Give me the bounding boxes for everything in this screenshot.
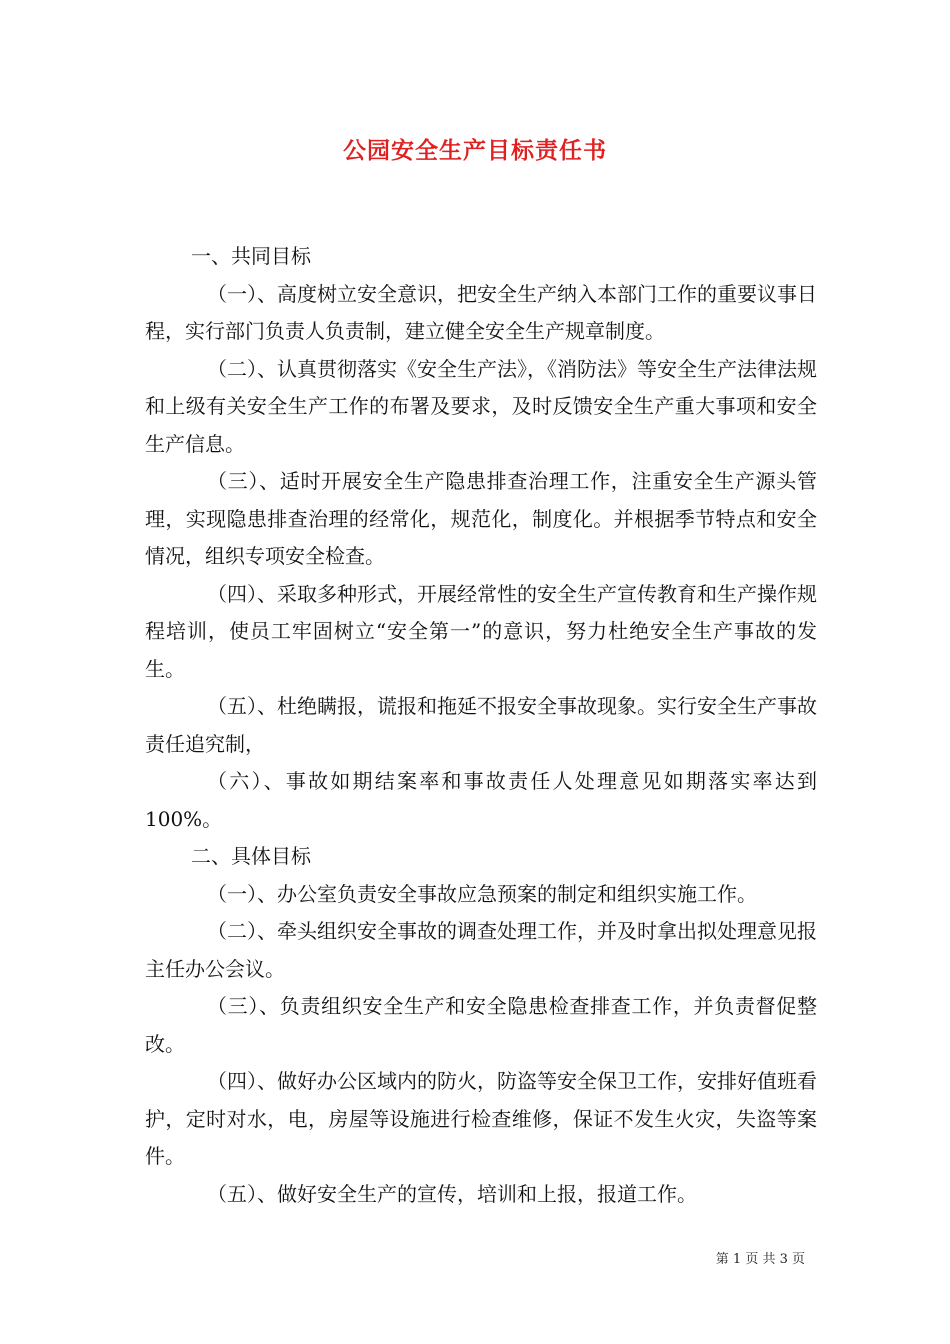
paragraph: （一）、办公室负责安全事故应急预案的制定和组织实施工作。 <box>207 881 757 906</box>
paragraph: （五）、杜绝瞒报，谎报和拖延不报安全事故现象。实行安全生产事故责任追究制， <box>145 694 817 756</box>
page-number-footer: 第 1 页 共 3 页 <box>715 1252 805 1267</box>
section-heading-specific-goals: 二、具体目标 <box>191 844 311 868</box>
paragraph: （一）、高度树立安全意识，把安全生产纳入本部门工作的重要议事日程，实行部门负责人负责制，建立健全安全生产规章制度。 <box>145 281 817 343</box>
paragraph: （二）、认真贯彻落实《安全生产法》，《消防法》等安全生产法律法规和上级有关安全生产工作的布署及要求，及时反馈安全生产重大事项和安全生产信息。 <box>145 356 817 456</box>
document-title: 公园安全生产目标责任书 <box>343 137 607 164</box>
paragraph: （二）、牵头组织安全事故的调查处理工作，并及时拿出拟处理意见报主任办公会议。 <box>145 919 817 981</box>
paragraph: （五）、做好安全生产的宣传，培训和上报，报道工作。 <box>207 1181 697 1206</box>
paragraph: （六）、事故如期结案率和事故责任人处理意见如期落实率达到100%。 <box>145 769 817 831</box>
document-body <box>145 238 817 1213</box>
paragraph: （四）、采取多种形式，开展经常性的安全生产宣传教育和生产操作规程培训，使员工牢固树立“安全第一”的意识，努力杜绝安全生产事故的发生。 <box>145 581 817 681</box>
paragraph: （三）、负责组织安全生产和安全隐患检查排查工作，并负责督促整改。 <box>145 994 817 1056</box>
paragraph: （四）、做好办公区域内的防火，防盗等安全保卫工作，安排好值班看护，定时对水，电，房屋等设施进行检查维修，保证不发生火灾，失盗等案件。 <box>145 1069 817 1168</box>
paragraph: （三）、适时开展安全生产隐患排查治理工作，注重安全生产源头管理，实现隐患排查治理的经常化，规范化，制度化。并根据季节特点和安全情况，组织专项安全检查。 <box>145 469 817 568</box>
section-heading-common-goals: 一、共同目标 <box>191 244 311 268</box>
